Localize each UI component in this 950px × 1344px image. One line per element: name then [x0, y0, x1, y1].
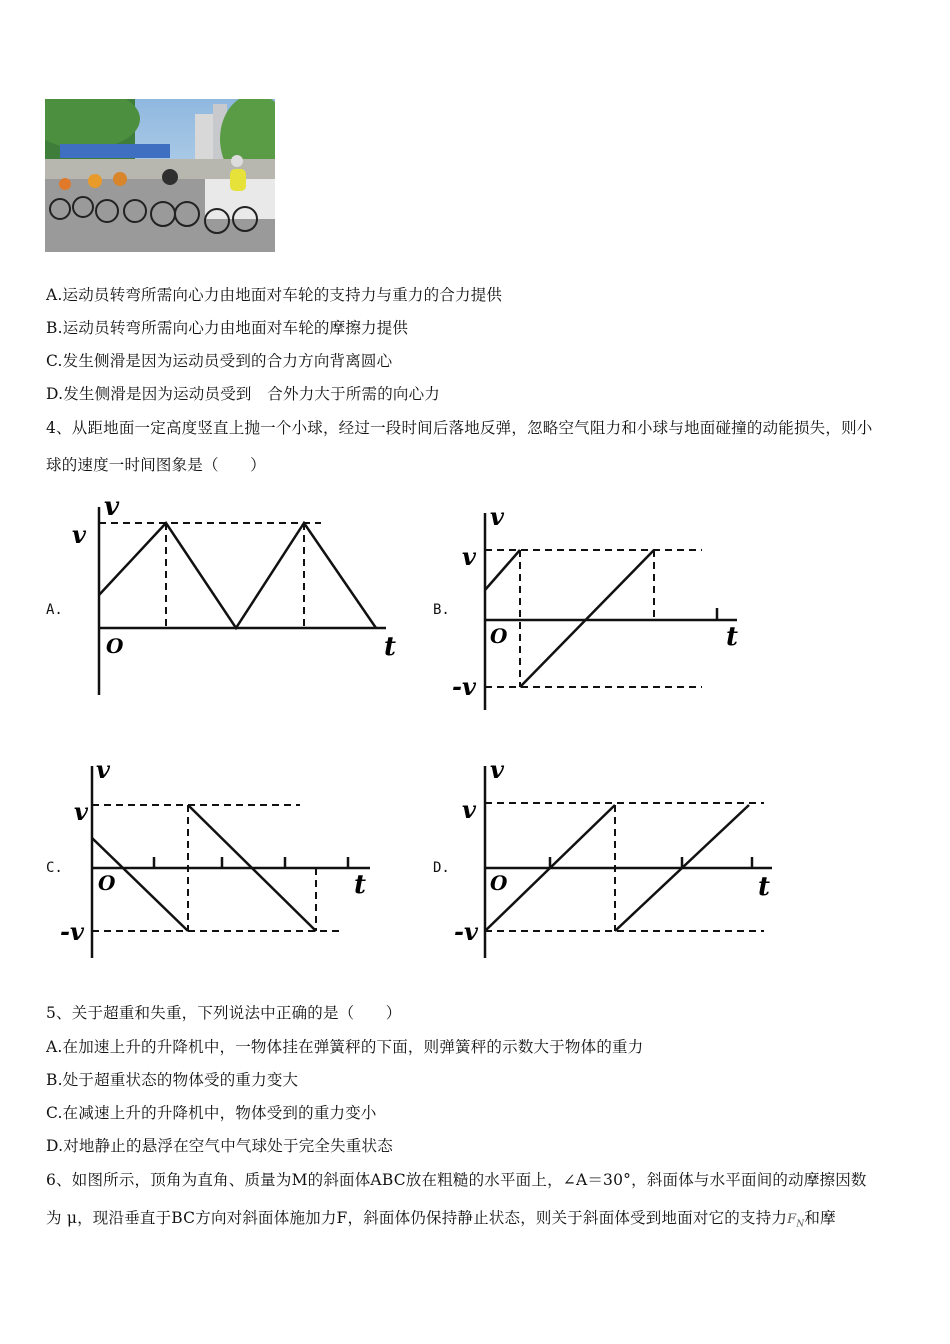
graph-a-t-axis-label: t: [384, 632, 397, 662]
graph-b-v-tick: v: [462, 542, 476, 571]
q4-graph-b: [452, 505, 752, 715]
graph-c-neg-v-tick: -v: [60, 917, 84, 946]
graph-d-origin: O: [490, 871, 508, 895]
q4-option-b-label: B.: [433, 602, 450, 618]
q5-stem: 5、关于超重和失重，下列说法中正确的是（ ）: [46, 1004, 402, 1022]
graph-c-v-tick: v: [74, 797, 88, 826]
graph-c-v-axis-label: v: [96, 758, 110, 784]
q6-line2-text-b: 和摩: [804, 1209, 836, 1227]
graph-b-v-axis-label: v: [490, 505, 504, 531]
graph-d-neg-v-tick: -v: [454, 917, 478, 946]
q5-option-a: A.在加速上升的升降机中，一物体挂在弹簧秤的下面，则弹簧秤的示数大于物体的重力: [46, 1038, 644, 1056]
q3-option-c: C.发生侧滑是因为运动员受到的合力方向背离圆心: [46, 352, 393, 370]
graph-a-v-axis-label: v: [104, 495, 120, 522]
graph-b-origin: O: [490, 624, 508, 648]
q4-stem-line1: 4、从距地面一定高度竖直上抛一个小球，经过一段时间后落地反弹，忽略空气阻力和小球与地面碰撞的动能损失，则小: [46, 419, 873, 437]
graph-c-t-axis-label: t: [354, 870, 367, 900]
graph-c-origin: O: [98, 871, 116, 895]
q4-graph-d: [452, 758, 782, 963]
q6-support-force-symbol: $F_N$: [787, 1212, 805, 1230]
graph-a-origin: O: [106, 634, 124, 658]
graph-a-v-tick: v: [72, 520, 86, 549]
graph-d-t-axis-label: t: [758, 872, 771, 902]
q3-option-b: B.运动员转弯所需向心力由地面对车轮的摩擦力提供: [46, 319, 409, 337]
q3-option-d: D.发生侧滑是因为运动员受到 合外力大于所需的向心力: [46, 385, 441, 403]
q4-option-a-label: A.: [46, 602, 63, 618]
graph-d-v-tick: v: [462, 795, 476, 824]
q3-option-a: A.运动员转弯所需向心力由地面对车轮的支持力与重力的合力提供: [46, 286, 503, 304]
q5-option-d: D.对地静止的悬浮在空气中气球处于完全失重状态: [46, 1137, 393, 1155]
cyclists-illustration: [45, 99, 275, 252]
q4-graph-c: [60, 758, 380, 963]
q5-option-b: B.处于超重状态的物体受的重力变大: [46, 1071, 299, 1089]
q5-option-c: C.在减速上升的升降机中，物体受到的重力变小: [46, 1104, 377, 1122]
q4-option-d-label: D.: [433, 860, 450, 876]
q6-stem-line1: 6、如图所示，顶角为直角、质量为M的斜面体ABC放在粗糙的水平面上，∠A＝30°，斜面体与水平面间的动摩擦因数: [46, 1171, 867, 1189]
graph-b-neg-v-tick: -v: [452, 672, 476, 701]
graph-d-v-axis-label: v: [490, 758, 504, 784]
q6-stem-line2: [46, 1208, 836, 1235]
q4-stem-line2: 球的速度一时间图象是（ ）: [46, 456, 266, 474]
q4-graph-a: [66, 495, 406, 700]
graph-b-t-axis-label: t: [726, 622, 739, 652]
cyclists-photo: [45, 99, 275, 252]
q6-line2-text-a: 为 μ，现沿垂直于BC方向对斜面体施加力F，斜面体仍保持静止状态，则关于斜面体受到地面对它的支持力: [46, 1209, 788, 1227]
q4-option-c-label: C.: [46, 860, 63, 876]
